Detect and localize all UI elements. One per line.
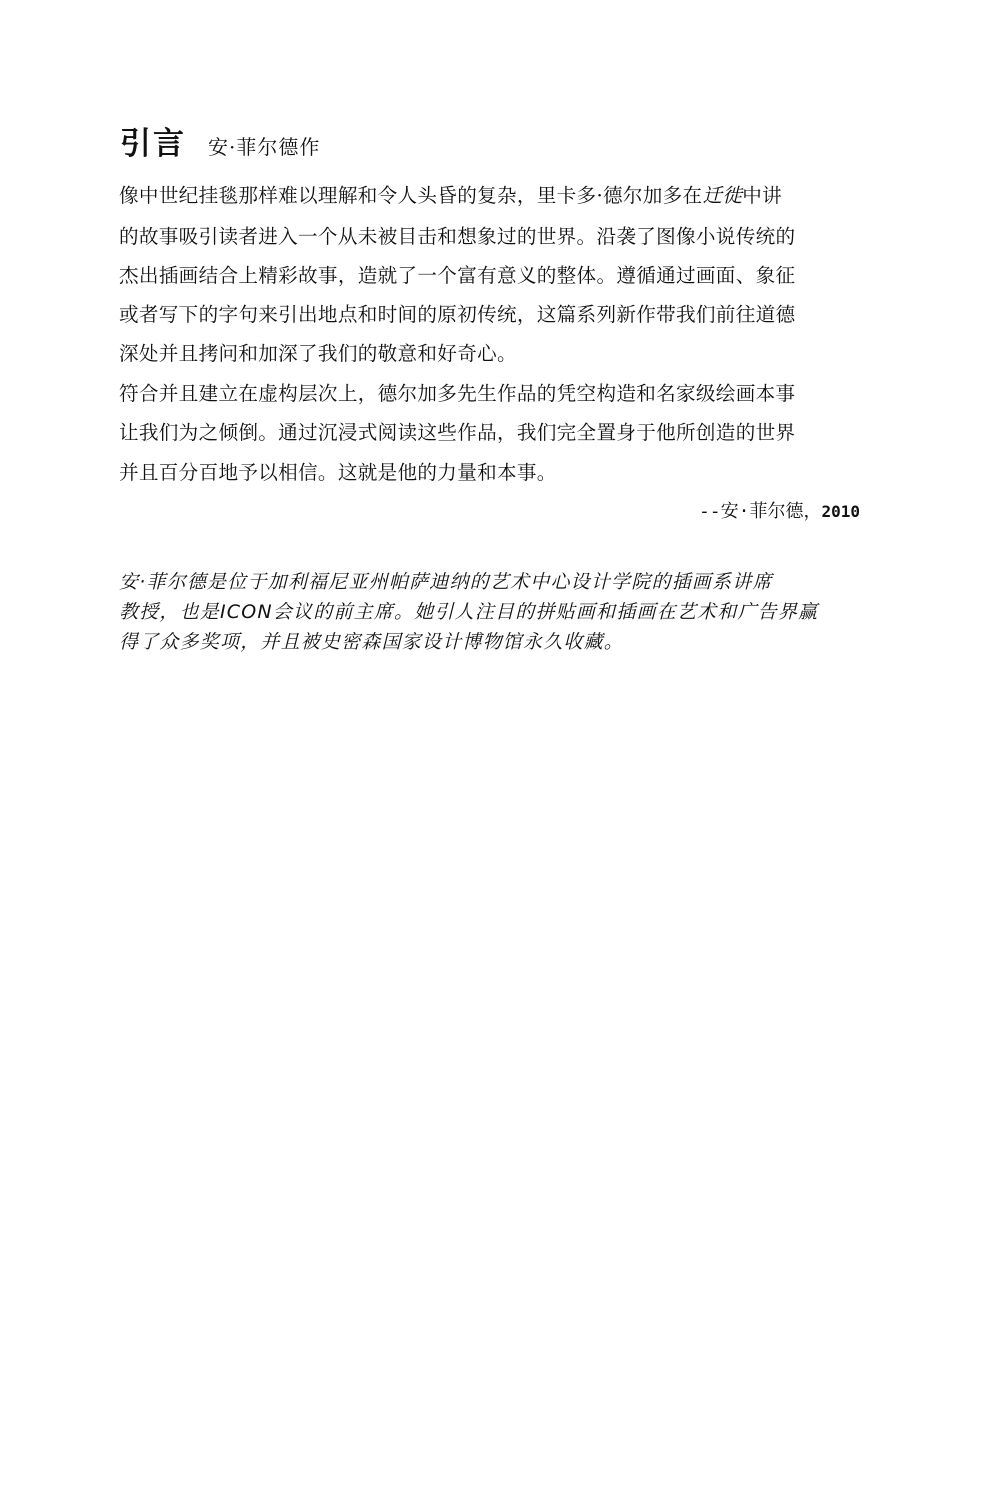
paragraph-2-line-1: 符合并且建立在虚构层次上，德尔加多先生作品的凭空构造和名家级绘画本事 xyxy=(119,382,796,405)
paragraph-1-line-4: 或者写下的字句来引出地点和时间的原初传统，这篇系列新作带我们前往道德 xyxy=(119,303,796,326)
text-run: 中讲 xyxy=(742,184,783,207)
heading-row xyxy=(120,118,320,163)
paragraph-2-line-2: 让我们为之倾倒。通过沉浸式阅读这些作品，我们完全置身于他所创造的世界 xyxy=(119,421,796,444)
paragraph-2-line-3: 并且百分百地予以相信。这就是他的力量和本事。 xyxy=(119,461,557,484)
bio-line-1: 安·菲尔德是位于加利福尼亚州帕萨迪纳的艺术中心设计学院的插画系讲席 xyxy=(119,571,773,593)
attribution-year: 2010 xyxy=(821,502,860,521)
bio-line-2: 教授，也是ICON会议的前主席。她引人注目的拼贴画和插画在艺术和广告界赢 xyxy=(119,601,819,623)
paragraph-1-line-1 xyxy=(119,183,879,209)
paragraph-1-line-5: 深处并且拷问和加深了我们的敬意和好奇心。 xyxy=(119,342,517,365)
author-byline: 安·菲尔德作 xyxy=(208,135,321,159)
book-title-italic: 迁徙 xyxy=(702,184,743,207)
paragraph-1-line-3: 杰出插画结合上精彩故事，造就了一个富有意义的整体。遵循通过画面、象征 xyxy=(119,264,796,287)
paragraph-1-line-2: 的故事吸引读者进入一个从未被目击和想象过的世界。沿袭了图像小说传统的 xyxy=(119,225,796,248)
attribution xyxy=(699,499,860,525)
text-run: 像中世纪挂毯那样难以理解和令人头昏的复杂，里卡多·德尔加多在 xyxy=(119,184,703,207)
bio-line-3: 得了众多奖项，并且被史密森国家设计博物馆永久收藏。 xyxy=(119,631,625,653)
attribution-name: --安·菲尔德， xyxy=(698,501,822,522)
page-title: 引言 xyxy=(120,126,186,162)
